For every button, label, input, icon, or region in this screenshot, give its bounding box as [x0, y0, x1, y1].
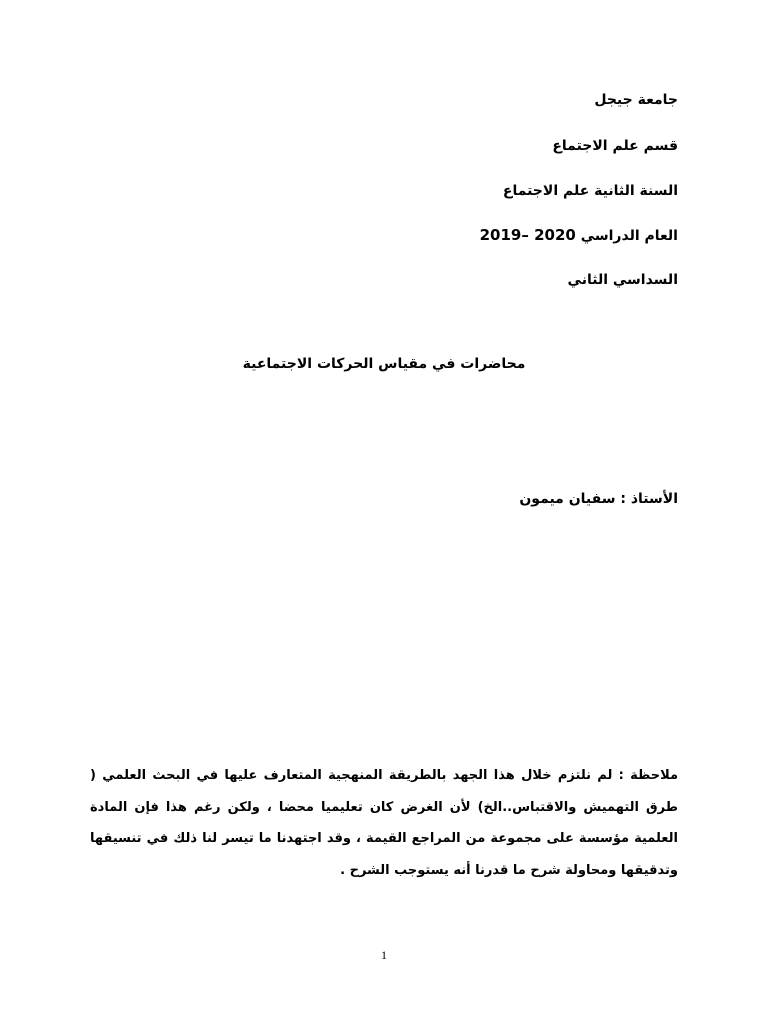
year-level: السنة الثانية علم الاجتماع — [502, 183, 678, 199]
university-name: جامعة جيجل — [594, 92, 678, 108]
academic-year — [480, 226, 678, 244]
department-name: قسم علم الاجتماع — [552, 138, 678, 154]
document-title: محاضرات في مقياس الحركات الاجتماعية — [242, 356, 526, 372]
page-number: 1 — [381, 948, 387, 962]
professor-name: الأستاذ : سفيان ميمون — [519, 491, 678, 507]
note-paragraph: ملاحظة : لم نلتزم خلال هذا الجهد بالطريقة المنهجية المتعارف عليها في البحث العلمي ( طرق التهميش والاقتباس..الخ) لأن الغرض كان تعليميا محضا ، ولكن رغم هذا فإن المادة العلمية مؤسسة على مجموعة من المراجع القيمة ، وقد اجتهدنا ما تيسر لنا ذلك في تنسيقها وتدقيقها ومحاولة شرح ما قدرنا أنه يستوجب الشرح . — [90, 768, 678, 878]
academic-year-value: 2019– 2020 — [479, 226, 576, 244]
semester: السداسي الثاني — [567, 272, 678, 288]
academic-year-label: العام الدراسي — [580, 228, 678, 244]
